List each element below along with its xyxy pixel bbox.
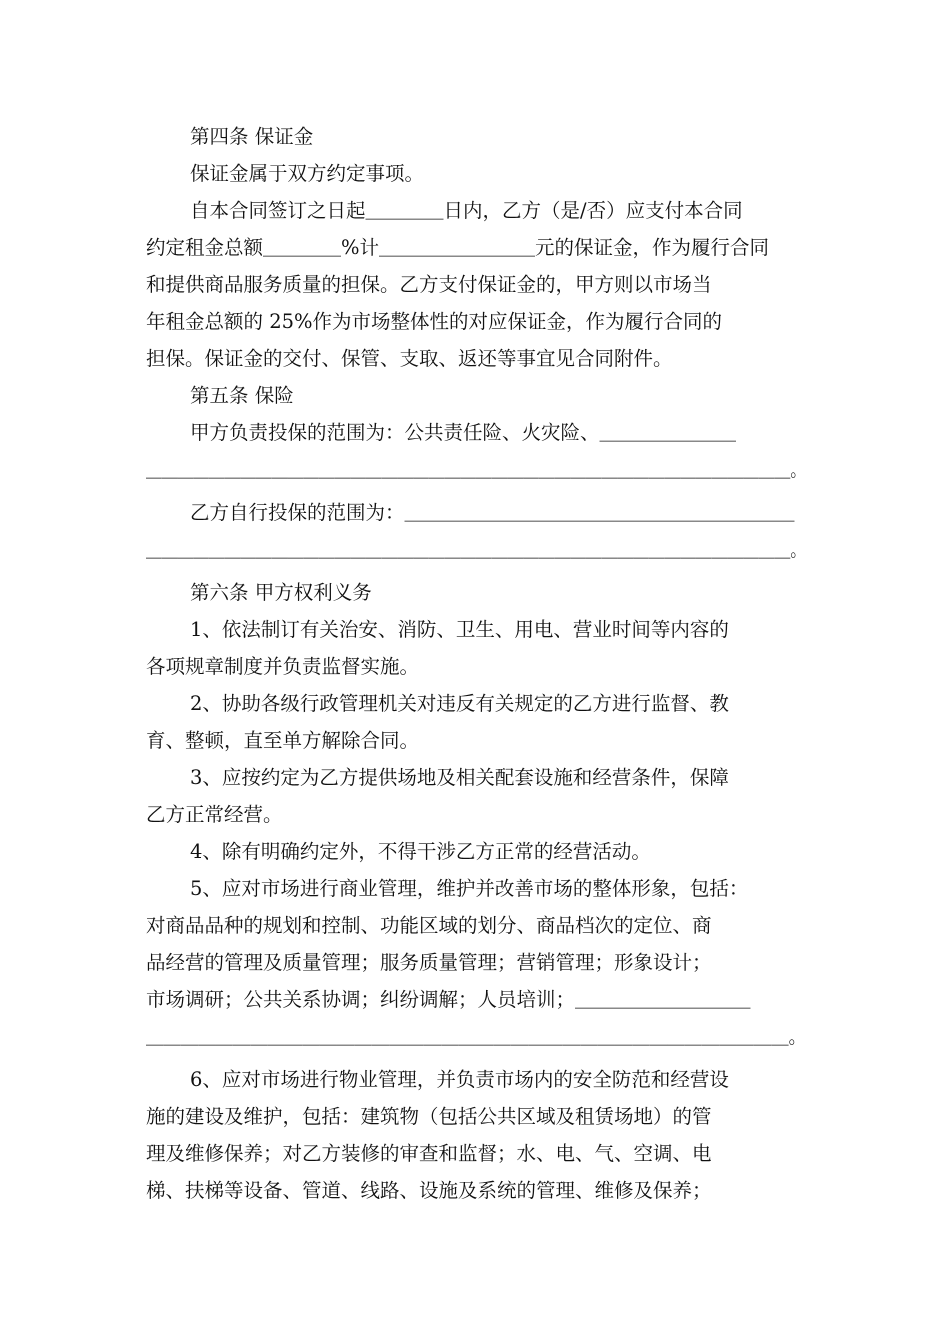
document-body xyxy=(146,118,806,1209)
paragraph-line: 年租金总额的 25%作为市场整体性的对应保证金，作为履行合同的 xyxy=(146,310,723,333)
paragraph-line: 3、应按约定为乙方提供场地及相关配套设施和经营条件，保障 xyxy=(190,766,729,789)
article-6-heading: 第六条 甲方权利义务 xyxy=(190,581,372,604)
paragraph-line: 乙方正常经营。 xyxy=(146,803,283,826)
paragraph-line: 和提供商品服务质量的担保。乙方支付保证金的，甲方则以市场当 xyxy=(146,273,712,296)
paragraph-line: 梯、扶梯等设备、管道、线路、设施及系统的管理、维修及保养； xyxy=(146,1179,712,1202)
paragraph-line: 保证金属于双方约定事项。 xyxy=(190,162,425,185)
paragraph-line: 5、应对市场进行商业管理，维护并改善市场的整体形象，包括： xyxy=(190,877,749,900)
article-5-heading: 第五条 保险 xyxy=(190,384,294,407)
blank-fill-line: ＿＿＿＿＿＿＿＿＿＿＿＿＿＿＿＿＿＿＿＿＿＿＿＿＿＿＿＿＿＿＿＿＿＿＿＿＿＿＿＿＿。 xyxy=(146,458,807,481)
paragraph-line: 理及维修保养；对乙方装修的审查和监督；水、电、气、空调、电 xyxy=(146,1142,712,1165)
paragraph-line: 乙方自行投保的范围为：＿＿＿＿＿＿＿＿＿＿＿＿＿＿＿＿＿＿＿＿ xyxy=(190,501,795,524)
blank-fill-line: ＿＿＿＿＿＿＿＿＿＿＿＿＿＿＿＿＿＿＿＿＿＿＿＿＿＿＿＿＿＿＿＿＿＿＿＿＿。 xyxy=(146,1025,807,1048)
paragraph-line: 约定租金总额＿＿＿＿%计＿＿＿＿＿＿＿＿元的保证金，作为履行合同 xyxy=(146,236,770,259)
paragraph-line: 2、协助各级行政管理机关对违反有关规定的乙方进行监督、教 xyxy=(190,692,729,715)
paragraph-line: 对商品品种的规划和控制、功能区域的划分、商品档次的定位、商 xyxy=(146,914,712,937)
article-4-heading: 第四条 保证金 xyxy=(190,125,314,148)
paragraph-line: 施的建设及维护，包括：建筑物（包括公共区域及租赁场地）的管 xyxy=(146,1105,712,1128)
paragraph-line: 担保。保证金的交付、保管、支取、返还等事宜见合同附件。 xyxy=(146,347,673,370)
paragraph-line: 各项规章制度并负责监督实施。 xyxy=(146,655,420,678)
blank-fill-line: ＿＿＿＿＿＿＿＿＿＿＿＿＿＿＿＿＿＿＿＿＿＿＿＿＿＿＿＿＿＿＿＿＿＿＿＿＿＿＿＿＿。 xyxy=(146,538,807,561)
paragraph-line: 1、依法制订有关治安、消防、卫生、用电、营业时间等内容的 xyxy=(190,618,729,641)
paragraph-line: 自本合同签订之日起＿＿＿＿日内，乙方（是/否）应支付本合同 xyxy=(190,199,743,222)
paragraph-line: 育、整顿，直至单方解除合同。 xyxy=(146,729,420,752)
paragraph-line: 市场调研；公共关系协调；纠纷调解；人员培训；＿＿＿＿＿＿＿＿＿ xyxy=(146,988,751,1011)
paragraph-line: 甲方负责投保的范围为：公共责任险、火灾险、＿＿＿＿＿＿＿ xyxy=(190,421,737,444)
paragraph-line: 6、应对市场进行物业管理，并负责市场内的安全防范和经营设 xyxy=(190,1068,729,1091)
paragraph-line: 4、除有明确约定外，不得干涉乙方正常的经营活动。 xyxy=(190,840,651,863)
paragraph-line: 品经营的管理及质量管理；服务质量管理；营销管理；形象设计； xyxy=(146,951,712,974)
